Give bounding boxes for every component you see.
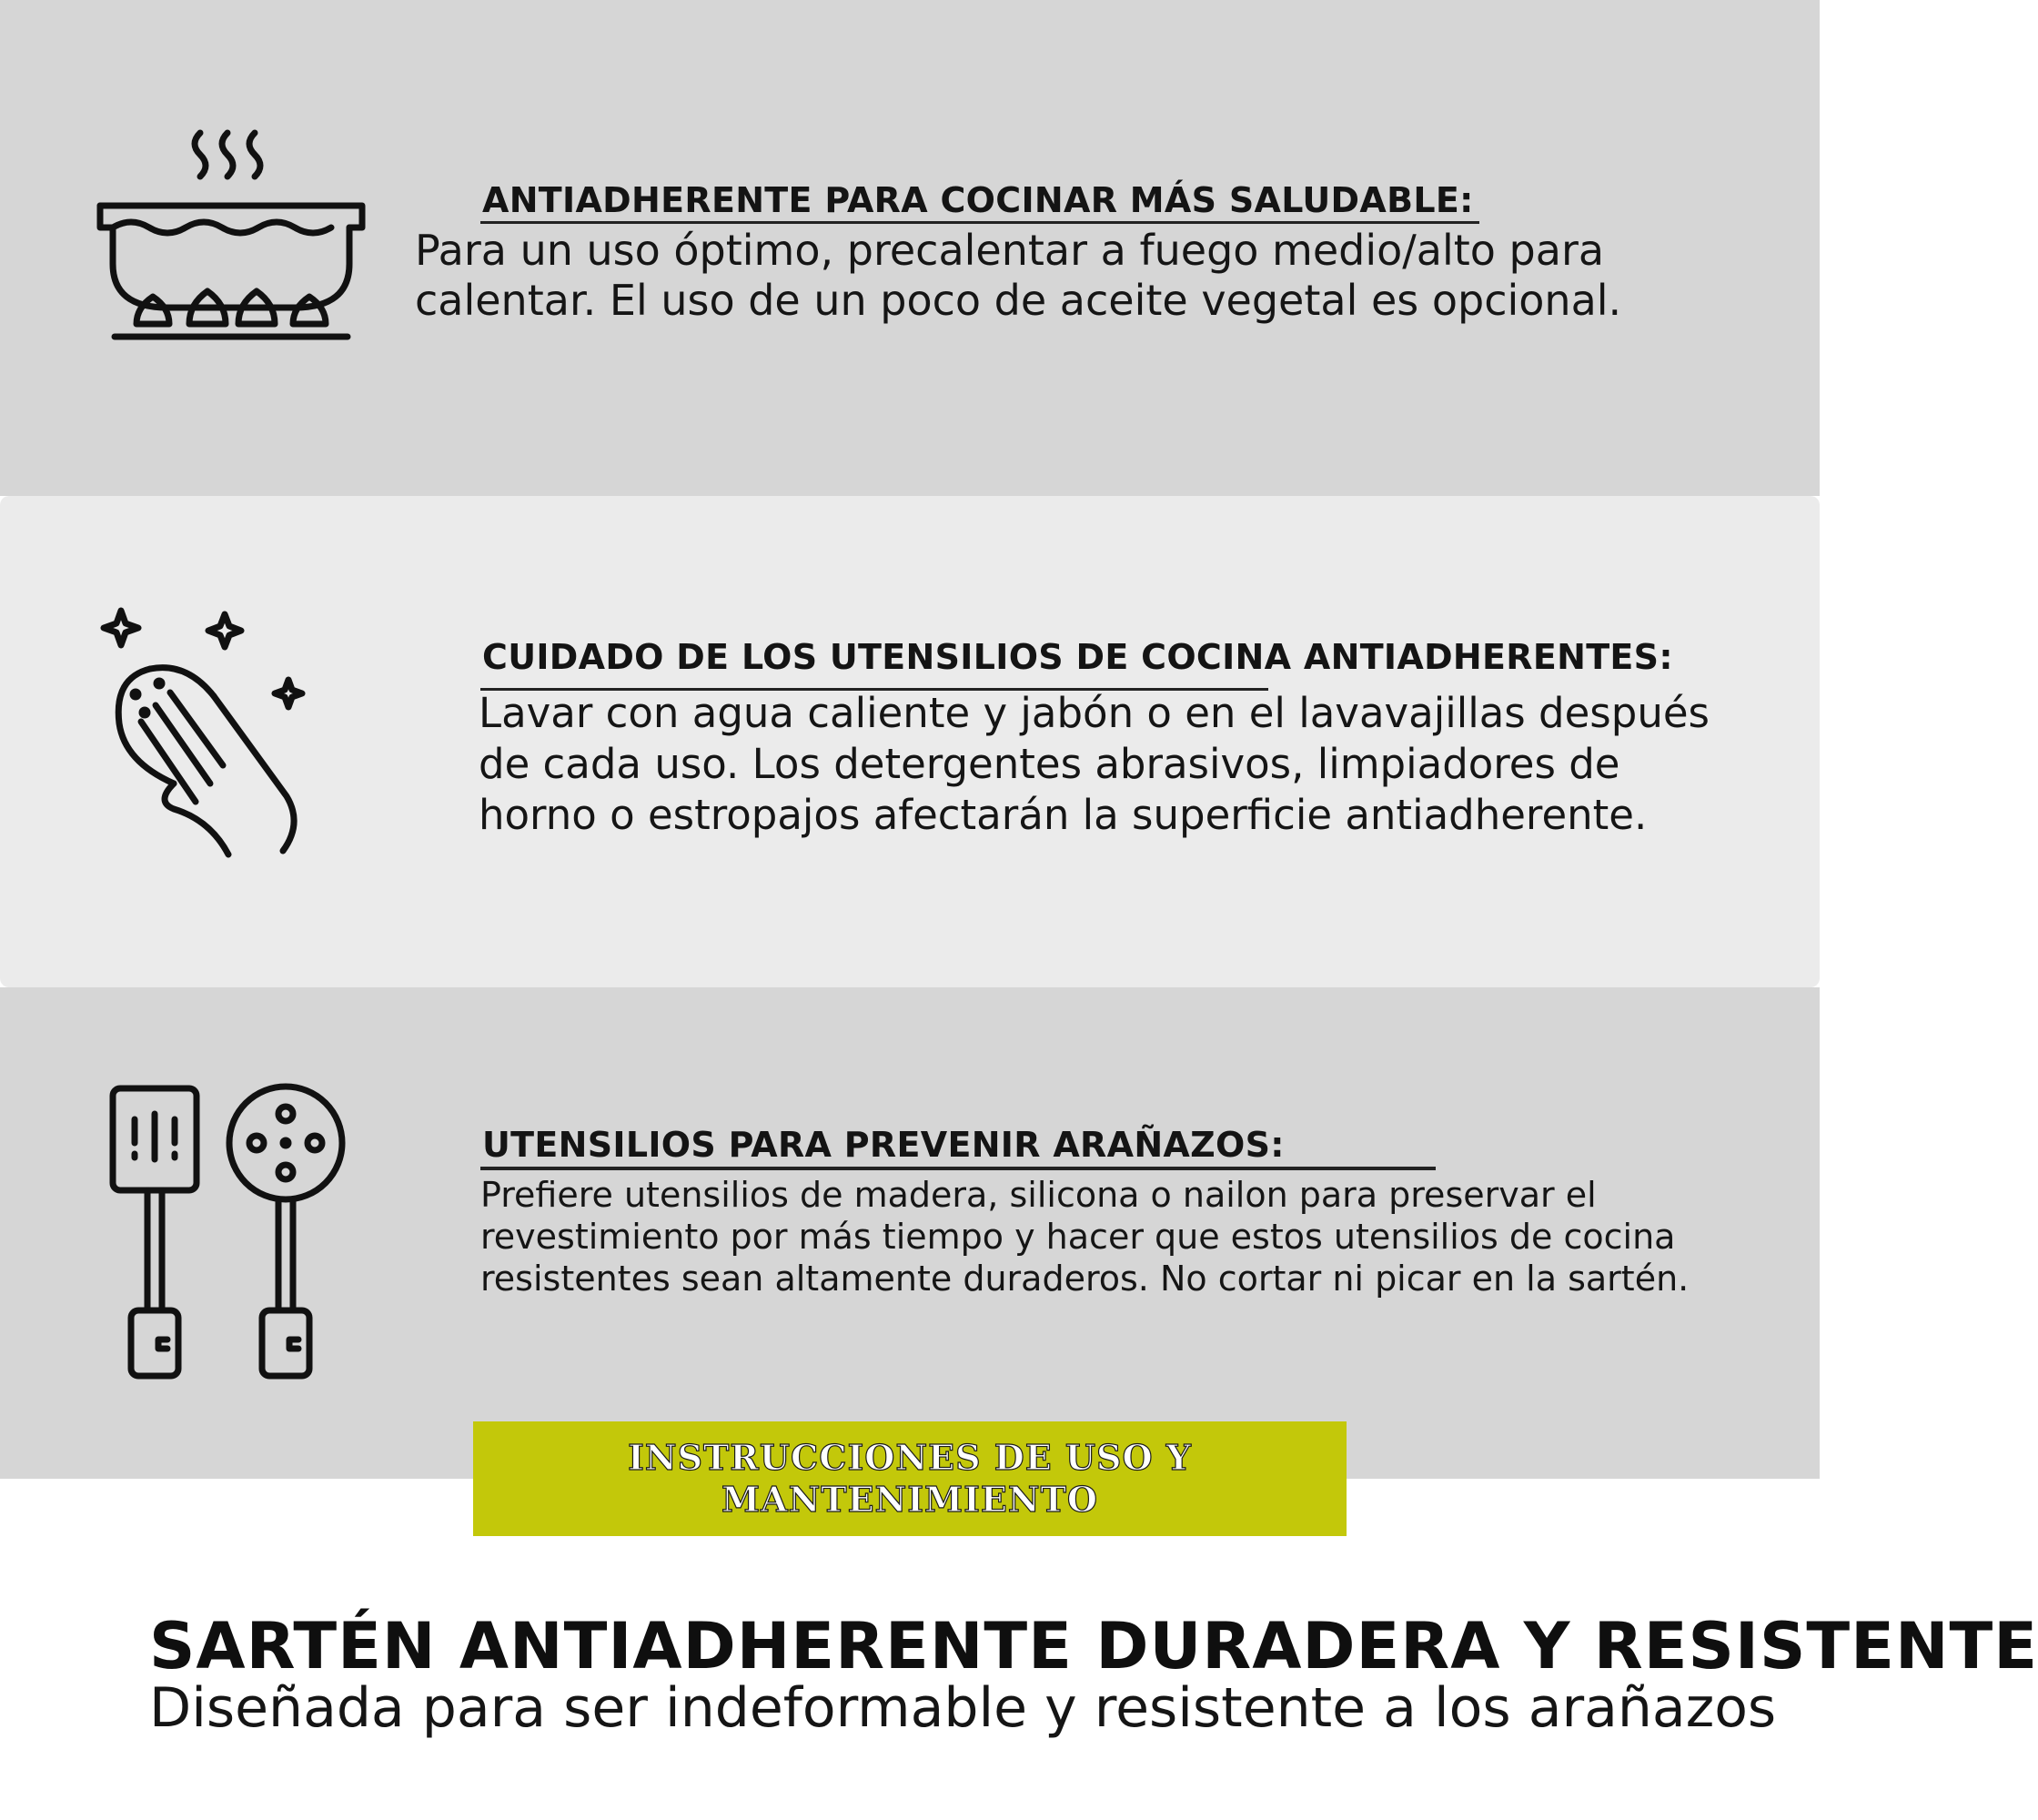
banner-line: MANTENIMIENTO — [721, 1479, 1098, 1520]
section-body-line: Para un uso óptimo, precalentar a fuego medio/alto para — [415, 226, 1605, 275]
product-title: SARTÉN ANTIADHERENTE DURADERA Y RESISTENTE — [149, 1609, 2038, 1684]
section-heading-utensils: UTENSILIOS PARA PREVENIR ARAÑAZOS: — [482, 1125, 1285, 1165]
section-body-line: Lavar con agua caliente y jabón o en el lavavajillas después — [479, 689, 1710, 737]
banner-line: INSTRUCCIONES DE USO Y — [628, 1437, 1192, 1478]
section-body-care — [479, 688, 1710, 841]
section-body-line: resistentes sean altamente duraderos. No cortar ni picar en la sartén. — [480, 1259, 1690, 1299]
section-body-line: calentar. El uso de un poco de aceite vegetal es opcional. — [415, 276, 1622, 325]
instructions-banner — [473, 1421, 1347, 1536]
section-body-line: Prefiere utensilios de madera, silicona o nailon para preservar el — [480, 1175, 1597, 1215]
heading-underline — [480, 1167, 1436, 1170]
cooking-pot-icon — [91, 126, 373, 344]
product-subtitle: Diseñada para ser indeformable y resistente a los arañazos — [149, 1676, 1777, 1740]
section-heading-cooking: ANTIADHERENTE PARA COCINAR MÁS SALUDABLE: — [482, 180, 1474, 220]
kitchen-utensils-icon — [107, 1083, 353, 1383]
section-heading-care: CUIDADO DE LOS UTENSILIOS DE COCINA ANTIADHERENTES: — [482, 637, 1673, 677]
section-body-line: revestimiento por más tiempo y hacer que estos utensilios de cocina — [480, 1217, 1676, 1257]
section-body-line: horno o estropajos afectarán la superficie antiadherente. — [479, 791, 1648, 839]
heading-underline — [480, 221, 1479, 224]
hand-washing-sponge-icon — [96, 605, 314, 860]
section-body-line: de cada uso. Los detergentes abrasivos, limpiadores de — [479, 740, 1620, 788]
section-body-utensils — [480, 1174, 1689, 1299]
section-body-cooking — [415, 226, 1621, 326]
